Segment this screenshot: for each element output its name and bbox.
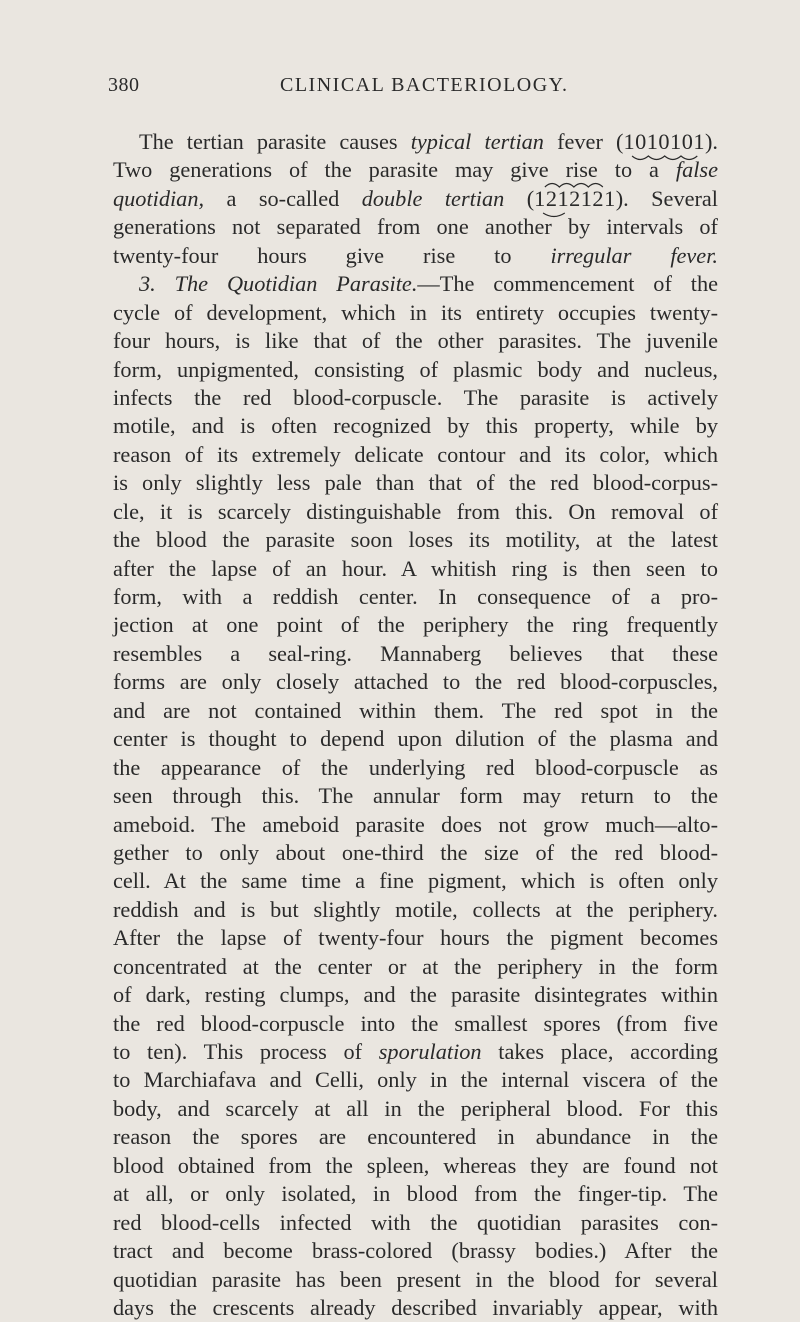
section-heading-line: 3. The Quotidian Parasite.—The commencement of the: [139, 271, 719, 297]
text-line: tract and become brass-colored (brassy bodies.) After the: [113, 1238, 718, 1264]
text-line: form, unpigmented, consisting of plasmic body and nucleus,: [113, 356, 718, 382]
text-line: cle, it is scarcely distinguishable from this. On removal of: [113, 498, 718, 524]
text-line: seen through this. The annular form may return to the: [113, 783, 718, 809]
italic-term: false: [675, 157, 718, 183]
text-line: twenty-four hours give rise to irregular fever.: [113, 242, 718, 268]
text-line: four hours, is like that of the other parasites. The juvenile: [113, 328, 718, 354]
italic-term: quotidian,: [113, 185, 205, 211]
running-head: CLINICAL BACTERIOLOGY.: [280, 74, 569, 96]
section-heading: 3. The Quotidian Parasite.: [139, 271, 418, 297]
text-line: to ten). This process of sporulation takes place, according: [113, 1039, 719, 1064]
text-line: center is thought to depend upon dilution of the plasma and: [113, 726, 718, 752]
text-line: jection at one point of the periphery the ring frequently: [113, 612, 718, 638]
text-line: the red blood-corpuscle into the smallest spores (from five: [113, 1010, 718, 1036]
fever-sequence: 1212121: [534, 185, 616, 213]
text-line: The tertian parasite causes typical tertian fever (1010101 ).: [113, 128, 718, 156]
text-line: blood obtained from the spleen, whereas they are found not: [113, 1152, 718, 1178]
text-line: reason the spores are encountered in abundance in the: [113, 1124, 718, 1150]
text-line: reddish and is but slightly motile, collects at the periphery.: [113, 896, 718, 922]
text-line: cycle of development, which in its entirety occupies twenty-: [113, 299, 718, 325]
text-line: motile, and is often recognized by this property, while by: [113, 413, 718, 439]
text-line: resembles a seal-ring. Mannaberg believes that these: [113, 640, 718, 666]
text-line: the appearance of the underlying red blood-corpuscle as: [113, 754, 718, 780]
text-line: form, with a reddish center. In consequence of a pro-: [113, 584, 718, 609]
text-line: at all, or only isolated, in blood from the finger-tip. The: [113, 1181, 718, 1207]
text-line: concentrated at the center or at the periphery in the form: [113, 953, 718, 979]
text-line: ameboid. The ameboid parasite does not grow much—alto-: [113, 811, 718, 837]
text-line: body, and scarcely at all in the peripheral blood. For this: [113, 1095, 718, 1121]
text-line: and are not contained within them. The red spot in the: [113, 697, 718, 723]
text-line: generations not separated from one another by intervals of: [113, 214, 718, 240]
text-line: Two generations of the parasite may give rise to a false: [113, 157, 718, 183]
page-number: 380: [108, 74, 140, 96]
italic-term: sporulation: [378, 1039, 482, 1064]
text-line: after the lapse of an hour. A whitish ring is then seen to: [113, 555, 718, 581]
text-line: cell. At the same time a fine pigment, which is often only: [113, 868, 718, 894]
fever-sequence: 1010101: [623, 128, 705, 156]
text-line: gether to only about one-third the size of the red blood-: [113, 839, 718, 865]
page-header: [108, 74, 708, 108]
text-line: forms are only closely attached to the red blood-corpuscles,: [113, 669, 718, 695]
italic-term: double tertian: [361, 185, 505, 211]
text-line: quotidian, a so-called double tertian (1212121 ). Several: [113, 185, 718, 213]
italic-term: irregular fever.: [550, 242, 718, 268]
italic-term: typical tertian: [410, 129, 544, 154]
text-line: the blood the parasite soon loses its motility, at the latest: [113, 527, 718, 553]
text-line: reason of its extremely delicate contour and its color, which: [113, 441, 718, 467]
text-line: days the crescents already described invariably appear, with: [113, 1294, 718, 1320]
text-line: of dark, resting clumps, and the parasite disintegrates within: [113, 982, 718, 1008]
text-line: infects the red blood-corpuscle. The parasite is actively: [113, 384, 718, 410]
sequence-arc-marks: [534, 180, 616, 188]
text-line: is only slightly less pale than that of the red blood-corpus-: [113, 470, 718, 496]
text-line: After the lapse of twenty-four hours the pigment becomes: [113, 925, 718, 951]
text-line: red blood-cells infected with the quotidian parasites con-: [113, 1209, 718, 1235]
body-text: [113, 128, 718, 1322]
text-line: to Marchiafava and Celli, only in the internal viscera of the: [113, 1067, 718, 1093]
text-line: quotidian parasite has been present in the blood for several: [113, 1266, 718, 1292]
